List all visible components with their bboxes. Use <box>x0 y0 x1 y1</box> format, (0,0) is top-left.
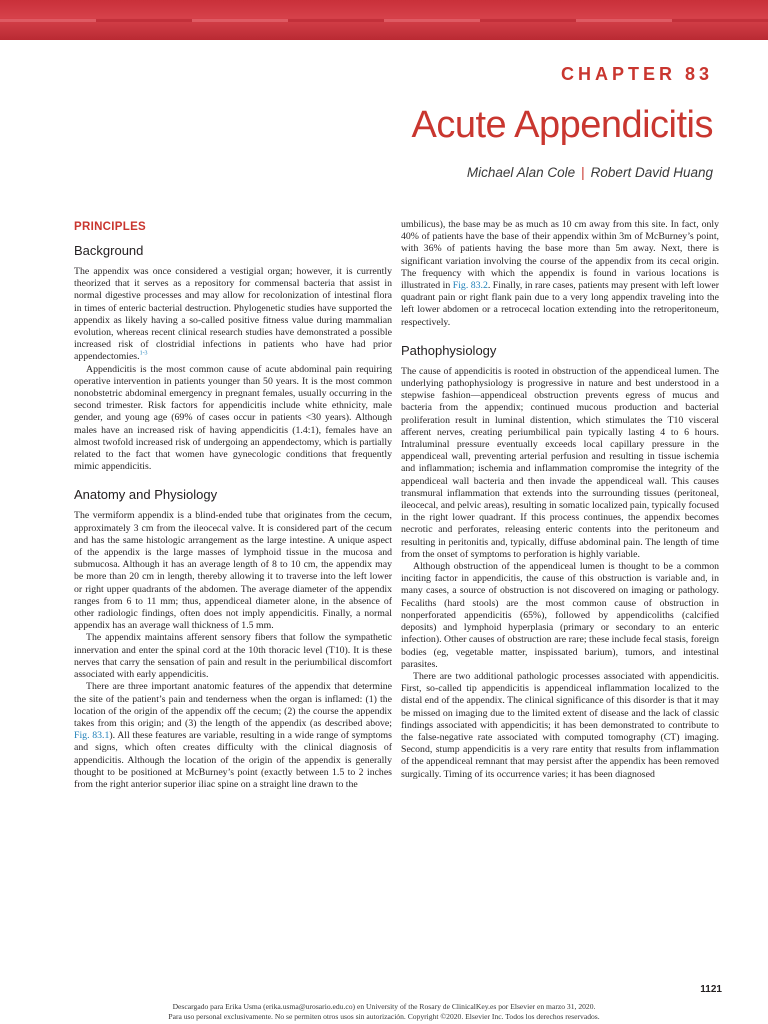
paragraph-background-1 <box>74 266 392 364</box>
paragraph-anatomy-1: The vermiform appendix is a blind-ended tube that originates from the cecum, approximately 3 cm from the ileocecal valve. It is considered part of the cecum and has the same histologic arrangement as the large intestine. A unique aspect of the appendix is the large masses of lymphoid tissue in the mucosa and submucosa. Although it has an average length of 8 to 10 cm, the appendix may be more than 20 cm in length, thereby allowing it to traverse into the left lower or right upper quadrants of the abdomen. The average diameter of the appendix ranges from 6 to 11 mm; thus, appendiceal diameter alone, in the absence of other radiologic findings, often does not imply appendicitis. Finally, a normal appendix has an average wall thickness of 1.5 mm. <box>74 510 392 632</box>
footer-download-notice: Descargado para Erika Usma (erika.usma@urosario.edu.co) en University of the Rosary de ClinicalKey.es por Elsevier en marzo 31, 2020. <box>172 1002 596 1011</box>
reference-citation[interactable]: 1-3 <box>139 351 148 358</box>
footer-copyright-notice: Para uso personal exclusivamente. No se permiten otros usos sin autorización. Copyright ©2020. Elsevier Inc. Todos los derechos reservados. <box>168 1012 600 1021</box>
right-column <box>401 219 719 781</box>
chapter-title: Acute Appendicitis <box>411 104 713 146</box>
header-band-stripe <box>0 19 768 22</box>
paragraph-background-2: Appendicitis is the most common cause of acute abdominal pain requiring operative intervention in patients younger than 50 years. It is the most common nonobstetric abdominal emergency in pregnant females, usually occurring in the second trimester. Risk factors for appendicitis include white ethnicity, male gender, and young age (69% of cases occur in patients <30 years). Although males have an increased risk of having appendicitis (1.4:1), females have an almost twofold increased risk of undergoing an appendectomy, which is partially related to the fact that women have gynecologic conditions that frequently mimic appendicitis. <box>74 363 392 473</box>
left-column <box>74 218 392 791</box>
heading-background: Background <box>74 243 144 258</box>
heading-anatomy: Anatomy and Physiology <box>74 487 218 503</box>
paragraph-continued <box>401 219 719 329</box>
paragraph-anatomy-2: The appendix maintains afferent sensory fibers that follow the sympathetic innervation and enter the spinal cord at the 10th thoracic level (T10). It is these nerves that carry the sensation of pain and result in the periumbilical discomfort associated with early appendicitis. <box>74 632 392 681</box>
paragraph-anatomy-3-text-a: There are three important anatomic features of the appendix that determine the site of the patient’s pain and tenderness when the organ is inflamed: (1) the location of the origin of the appendix off the cecum; (2) the course the appendix takes from this origin; and (3) the length of the appendix (as described above; <box>74 681 392 729</box>
authors <box>467 165 713 180</box>
figure-link-83-2[interactable]: Fig. 83.2 <box>452 280 488 292</box>
paragraph-patho-1: The cause of appendicitis is rooted in obstruction of the appendiceal lumen. The underlying pathophysiology is progressive in nature and best understood in a stepwise fashion—appendiceal obstruction prevents egress of mucus and bacteria from the appendix; continued mucous production and bacterial proliferation result in luminal distention, which stimulates the T10 visceral afferent nerves, creating periumbilical pain typically lasting 4 to 6 hours. Intraluminal pressure eventually exceeds local capillary pressure in the appendiceal wall, preventing arterial perfusion and resulting in tissue ischemia and inflammation; ischemia and inflammation compromise the integrity of the appendiceal wall bacteria and then invade the appendiceal wall. This causes transmural inflammation that extends into the surrounding tissues (peritoneal, ileocecal, and pelvic areas), resulting in somatic localized pain, typically focused in the right lower quadrant. If this process continues, the appendix becomes necrotic and perforates, releasing enteric contents into the peritoneum and resulting in peritonitis and, typically, diffuse abdominal pain. The length of time from the onset of symptoms to perforation is highly variable. <box>401 365 719 560</box>
chapter-label: CHAPTER 83 <box>560 64 713 84</box>
section-label-principles: PRINCIPLES <box>74 221 147 233</box>
paragraph-continued-text-a: umbilicus), the base may be as much as 10 cm away from this site. In fact, only 40% of patients have the base of their appendix within 3m of McBurney’s point, with 36% of patients having the base more than 5m away. Next, there is significant variation involving the course of the appendix from its cecal origin. The frequency with which the appendix is found in various locations is illustrated in <box>401 219 719 292</box>
paragraph-anatomy-3-text-b: ). All these features are variable, resulting in a wide range of symptoms and signs, which often creates difficulty with the clinical diagnosis of appendicitis. Although the location of the origin of the appendix is generally thought to be positioned at McBurney’s point (exactly between 1.5 to 2 inches from the right anterior superior iliac spine on a straight line drawn to the <box>74 730 392 790</box>
author-2: Robert David Huang <box>590 165 713 180</box>
author-1: Michael Alan Cole <box>466 165 576 180</box>
paragraph-continued-text-b: . Finally, in rare cases, patients may present with left lower quadrant pain or right flank pain due to a very long appendix traveling into the left lower abdomen or a retrocecal location extending into the retroperitoneum, respectively. <box>401 280 719 328</box>
paragraph-patho-2: Although obstruction of the appendiceal lumen is thought to be a common inciting factor in appendicitis, the cause of this obstruction is variable and, in many cases, a source of obstruction is not discovered on imaging or pathology. Fecaliths (hard stools) are the most common cause of obstruction in nonperforated appendicitis (65%), followed by appendicoliths (calcified deposits) and lymphoid hyperplasia (primary or secondary to an enteric infection). Other causes of obstruction are rare; these include fecal stasis, foreign bodies (eg, vegetable matter, inspissated barium), tumors, and intestinal parasites. <box>401 561 719 670</box>
author-separator: | <box>581 165 585 180</box>
paragraph-background-1-text: The appendix was once considered a vestigial organ; however, it is currently theorized that it serves as a repository for commensal bacteria that assist in normal digestive processes and may allow for recolonization of intestinal flora in times of enteric bacterial destruction. Phylogenetic studies have supported the appendix as likely having a so-called positive fitness value during mammalian evolution, whereas recent clinical research studies have demonstrated a possible increased risk of clostridial infections in patients who have had prior appendectomies. <box>74 266 392 363</box>
heading-pathophysiology: Pathophysiology <box>401 342 497 358</box>
paragraph-anatomy-3 <box>74 681 392 791</box>
figure-link-83-1[interactable]: Fig. 83.1 <box>74 730 110 742</box>
page-number: 1121 <box>700 984 722 995</box>
paragraph-patho-3: There are two additional pathologic processes associated with appendicitis. First, so-called tip appendicitis is appendiceal inflammation localized to the distal end of the appendix. The clinical significance of this disorder is that it may be missed on imaging due to the limited extent of disease and the lack of classic findings associated with appendicitis; it has been demonstrated to contribute to the false-negative rate associated with computed tomography (CT) imaging. Second, stump appendicitis is a very rare entity that results from inflammation of the appendiceal remnant that may persist after the appendix has been removed surgically. Timing of its occurrence varies; it has been diagnosed <box>401 670 719 780</box>
